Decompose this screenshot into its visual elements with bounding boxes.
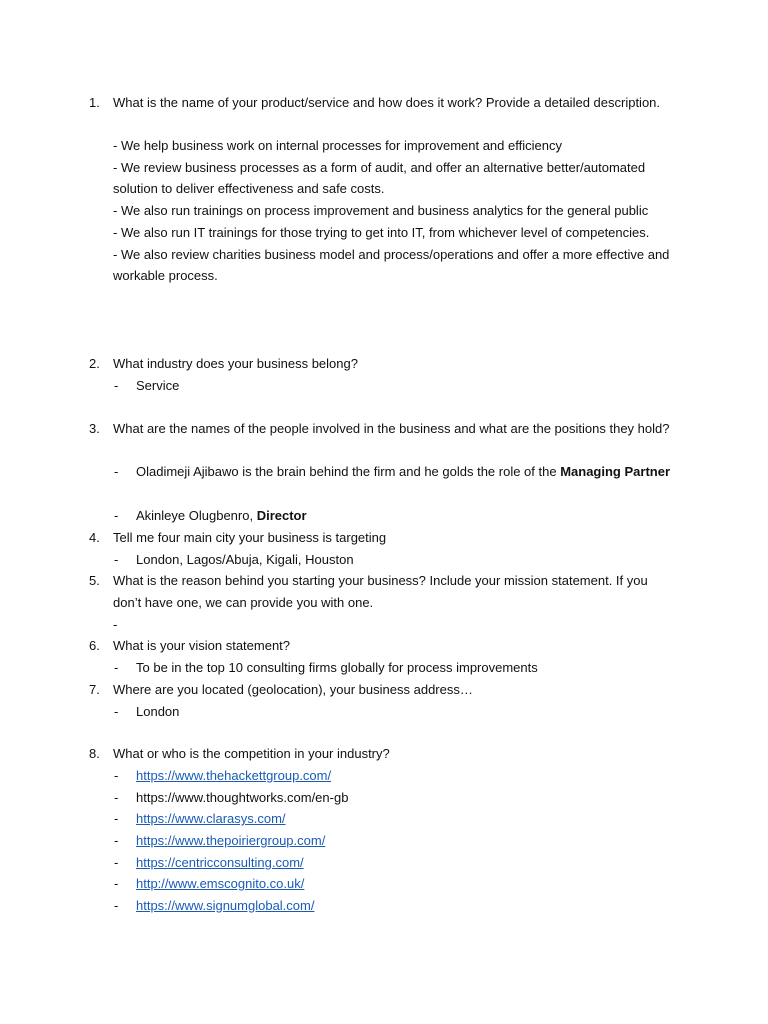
dash-bullet: -	[114, 660, 119, 675]
dash-bullet: -	[114, 855, 119, 870]
dash-bullet: -	[114, 768, 119, 783]
question-number: 8.	[89, 746, 100, 761]
answer-text: London, Lagos/Abuja, Kigali, Houston	[136, 552, 354, 567]
competitor-link[interactable]: http://www.emscognito.co.uk/	[136, 876, 305, 891]
dash-bullet: -	[114, 833, 119, 848]
question-text: What is the reason behind you starting your business? Include your mission statement. If you don’t have one, we can provide you with one.	[113, 573, 648, 610]
question-text: What industry does your business belong?	[113, 356, 358, 371]
dash-bullet: -	[114, 790, 119, 805]
dash-bullet: -	[114, 811, 119, 826]
dash-bullet: -	[114, 378, 119, 393]
question-number: 4.	[89, 530, 100, 545]
dash-bullet: -	[114, 508, 119, 523]
competitor-link[interactable]: https://www.thehackettgroup.com/	[136, 768, 332, 783]
dash-bullet: -	[114, 552, 119, 567]
answer-block-1	[113, 135, 673, 287]
question-text: What is the name of your product/service and how does it work? Provide a detailed description.	[113, 95, 661, 110]
question-number: 5.	[89, 573, 100, 588]
answer-line: - We also review charities business model and process/operations and offer a more effective and workable process.	[113, 246, 670, 284]
competitor-link[interactable]: https://centricconsulting.com/	[136, 855, 304, 870]
question-number: 7.	[89, 682, 100, 697]
competitor-link[interactable]: https://www.clarasys.com/	[136, 811, 286, 826]
question-number: 1.	[89, 95, 100, 110]
role-title: Director	[256, 508, 307, 523]
dash-bullet: -	[114, 898, 119, 913]
dash-bullet: -	[113, 617, 118, 632]
answer-line: - We review business processes as a form of audit, and offer an alternative better/automated solution to deliver effectiveness and safe costs.	[113, 159, 646, 197]
dash-bullet: -	[114, 704, 119, 719]
answer-text: To be in the top 10 consulting firms globally for process improvements	[136, 660, 538, 675]
answer-text: London	[136, 704, 180, 719]
dash-bullet: -	[114, 876, 119, 891]
question-number: 2.	[89, 356, 100, 371]
answer-line: - We also run IT trainings for those trying to get into IT, from whichever level of competencies.	[113, 224, 650, 240]
answer-text: Service	[136, 378, 180, 393]
question-number: 6.	[89, 638, 100, 653]
answer-line: - We also run trainings on process improvement and business analytics for the general public	[113, 203, 649, 219]
question-text: What is your vision statement?	[113, 638, 291, 653]
role-title: Managing Partner	[560, 464, 670, 479]
answer-line: - We help business work on internal processes for improvement and efficiency	[113, 138, 562, 153]
question-text: Where are you located (geolocation), your business address…	[113, 682, 473, 697]
question-number: 3.	[89, 421, 100, 436]
question-text: Tell me four main city your business is targeting	[113, 530, 387, 545]
competitor-link[interactable]: https://www.thepoiriergroup.com/	[136, 833, 326, 848]
competitor-link[interactable]: https://www.signumglobal.com/	[136, 898, 315, 913]
answer-plain: Akinleye Olugbenro,	[136, 508, 257, 523]
question-text: What or who is the competition in your industry?	[113, 746, 390, 761]
dash-bullet: -	[114, 464, 119, 479]
answer-text	[136, 461, 676, 483]
answer-plain: Oladimeji Ajibawo is the brain behind the firm and he golds the role of the	[136, 464, 561, 479]
competitor-url-text: https://www.thoughtworks.com/en-gb	[136, 790, 349, 805]
question-text: What are the names of the people involved in the business and what are the positions they hold?	[113, 421, 670, 436]
answer-text	[136, 505, 676, 527]
